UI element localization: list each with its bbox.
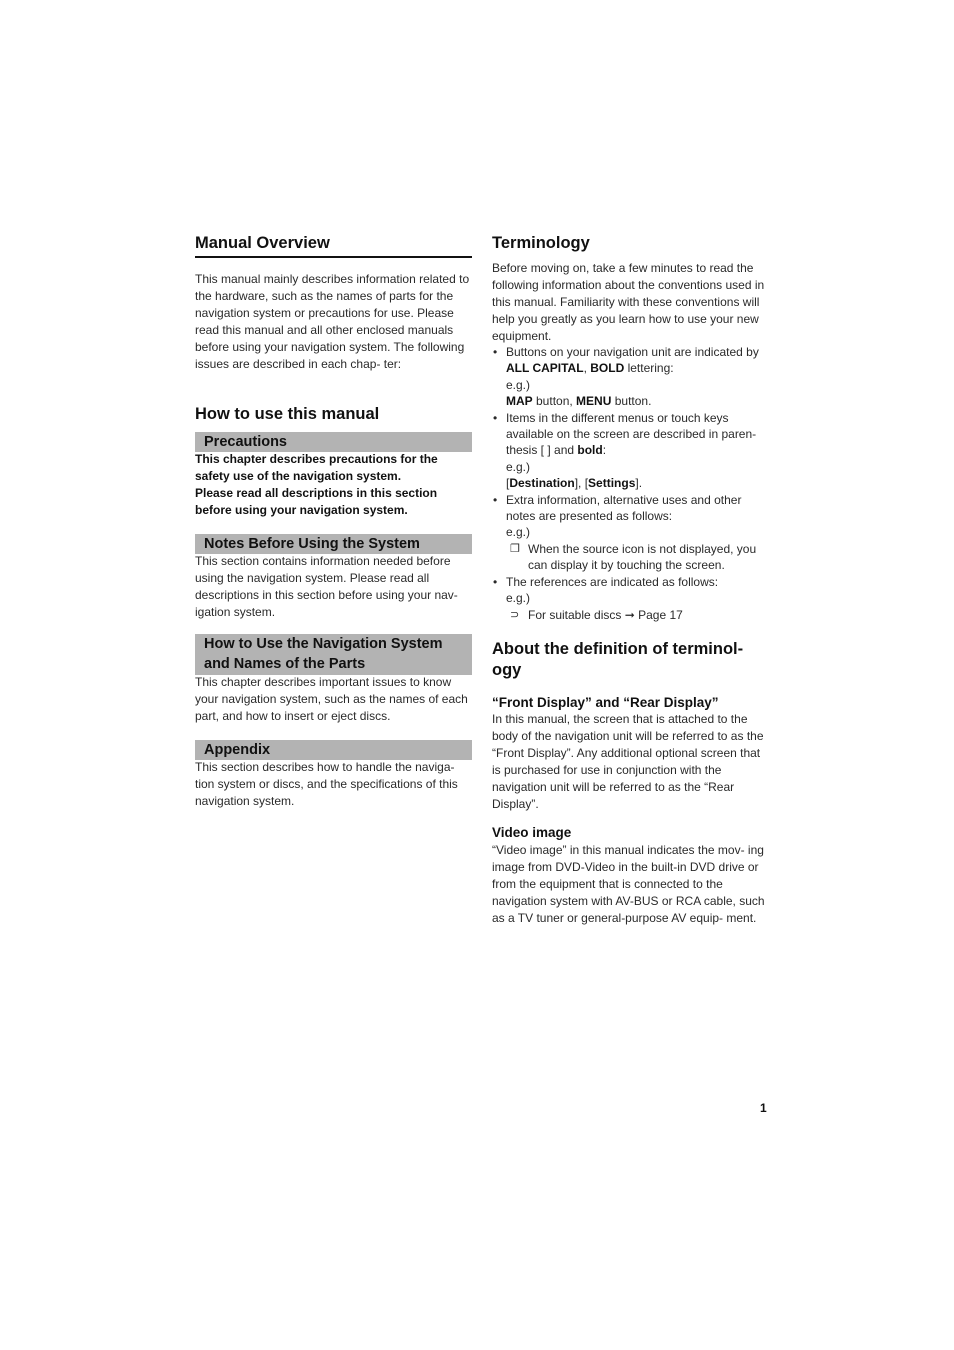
menu-keyword: MENU bbox=[576, 394, 612, 409]
b1-text: Buttons on your navigation unit are indicated by bbox=[506, 345, 759, 359]
b1-eg: e.g.) bbox=[506, 377, 531, 392]
parts-heading-line-1: How to Use the Navigation System bbox=[204, 636, 443, 652]
notes-heading: Notes Before Using the System bbox=[195, 534, 472, 554]
b1-example bbox=[506, 393, 767, 409]
list-item bbox=[492, 344, 767, 410]
b1-post: lettering: bbox=[624, 361, 674, 376]
manual-overview-heading: Manual Overview bbox=[195, 234, 472, 258]
definition-heading-line-2: ogy bbox=[492, 661, 522, 679]
how-to-use-heading: How to use this manual bbox=[195, 405, 380, 423]
destination-keyword: Destination bbox=[509, 476, 575, 491]
b1-sep: , bbox=[583, 361, 591, 376]
notes-body: This section contains information needed before using the navigation system. Please read all descriptions in this section before using your nav- igation system. bbox=[195, 554, 458, 619]
manual-overview-body: This manual mainly describes information related to the hardware, such as the names of parts for the navigation system or precautions for use. Please read this manual and all other enclosed manuals before using your navigation system. The following issues are described in each chap- ter: bbox=[195, 272, 470, 371]
appendix-heading: Appendix bbox=[195, 740, 472, 760]
precautions-body-2: Please read all descriptions in this section before using your navigation system. bbox=[195, 486, 438, 517]
appendix-body: This section describes how to handle the naviga- tion system or discs, and the specifications of this navigation system. bbox=[195, 760, 458, 808]
b2-example bbox=[506, 475, 767, 491]
bullet-icon: • bbox=[493, 492, 498, 507]
page-number: 1 bbox=[760, 1101, 767, 1115]
b2-eg: e.g.) bbox=[506, 459, 531, 474]
video-image-heading: Video image bbox=[492, 825, 572, 840]
definition-heading-line-1: About the definition of terminol- bbox=[492, 640, 744, 658]
b2-ex-mid: ], [ bbox=[574, 476, 589, 491]
b4-example-page: Page 17 bbox=[634, 607, 683, 622]
front-rear-display-heading: “Front Display” and “Rear Display” bbox=[492, 695, 719, 710]
b1-keyword-1: ALL CAPITAL bbox=[506, 361, 584, 376]
precautions-body bbox=[195, 451, 472, 519]
precautions-body-1: This chapter describes precautions for the safety use of the navigation system. bbox=[195, 452, 438, 483]
video-image-body: “Video image” in this manual indicates the mov- ing image from DVD-Video in the built-in DVD drive or from the equipment that is connected to the navigation system with AV-BUS or RCA cable, such as a TV tuner or general-purpose AV equip- ment. bbox=[492, 843, 765, 925]
b2-text: Items in the different menus or touch keys available on the screen are described in paren- thesis [ ] and bbox=[506, 410, 757, 458]
arrow-right-icon: ➞ bbox=[624, 607, 635, 622]
b3-eg: e.g.) bbox=[506, 525, 531, 540]
b2-ex-close: ]. bbox=[635, 476, 643, 491]
parts-body: This chapter describes important issues to know your navigation system, such as the names of each part, and how to insert or eject discs. bbox=[195, 675, 468, 723]
b2-post: : bbox=[602, 443, 607, 458]
precautions-heading: Precautions bbox=[195, 432, 472, 452]
b4-eg: e.g.) bbox=[506, 591, 531, 606]
b3-example-text: When the source icon is not displayed, you can display it by touching the screen. bbox=[528, 541, 757, 573]
list-item bbox=[492, 574, 767, 623]
b3-example bbox=[492, 541, 767, 574]
b4-example-text: For suitable discs bbox=[528, 607, 625, 622]
parts-heading-line-2: and Names of the Parts bbox=[204, 656, 366, 672]
map-keyword: MAP bbox=[506, 394, 533, 409]
reference-icon: ⊃ bbox=[510, 608, 520, 621]
terminology-list bbox=[492, 344, 767, 623]
b1-keyword-2: BOLD bbox=[590, 361, 625, 376]
b4-example bbox=[492, 607, 767, 623]
b4-text: The references are indicated as follows: bbox=[506, 574, 719, 589]
terminology-heading: Terminology bbox=[492, 234, 590, 252]
list-item bbox=[492, 410, 767, 492]
bullet-icon: • bbox=[493, 345, 498, 359]
definition-heading bbox=[492, 639, 767, 681]
front-rear-display-body: In this manual, the screen that is attached to the body of the navigation unit will be referred to as the “Front Display”. Any additional optional screen that is purchased for use in conjunction with the navigation unit will be referred to as the “Rear Display”. bbox=[492, 712, 764, 811]
parts-heading bbox=[195, 634, 472, 675]
b2-keyword: bold bbox=[577, 443, 603, 458]
settings-keyword: Settings bbox=[588, 476, 636, 491]
b1-example-mid: button, bbox=[532, 394, 577, 409]
bullet-icon: • bbox=[493, 410, 498, 425]
b2-ex-open: [ bbox=[506, 476, 510, 491]
b3-text: Extra information, alternative uses and other notes are presented as follows: bbox=[506, 492, 742, 524]
bullet-icon: • bbox=[493, 574, 498, 589]
list-item bbox=[492, 492, 767, 574]
b1-example-post: button. bbox=[611, 394, 652, 409]
checkbox-icon: ❐ bbox=[510, 542, 520, 555]
terminology-intro: Before moving on, take a few minutes to read the following information about the conventions used in this manual. Familiarity with these conventions will help you greatly as you learn how to use your new equipment. bbox=[492, 261, 765, 343]
